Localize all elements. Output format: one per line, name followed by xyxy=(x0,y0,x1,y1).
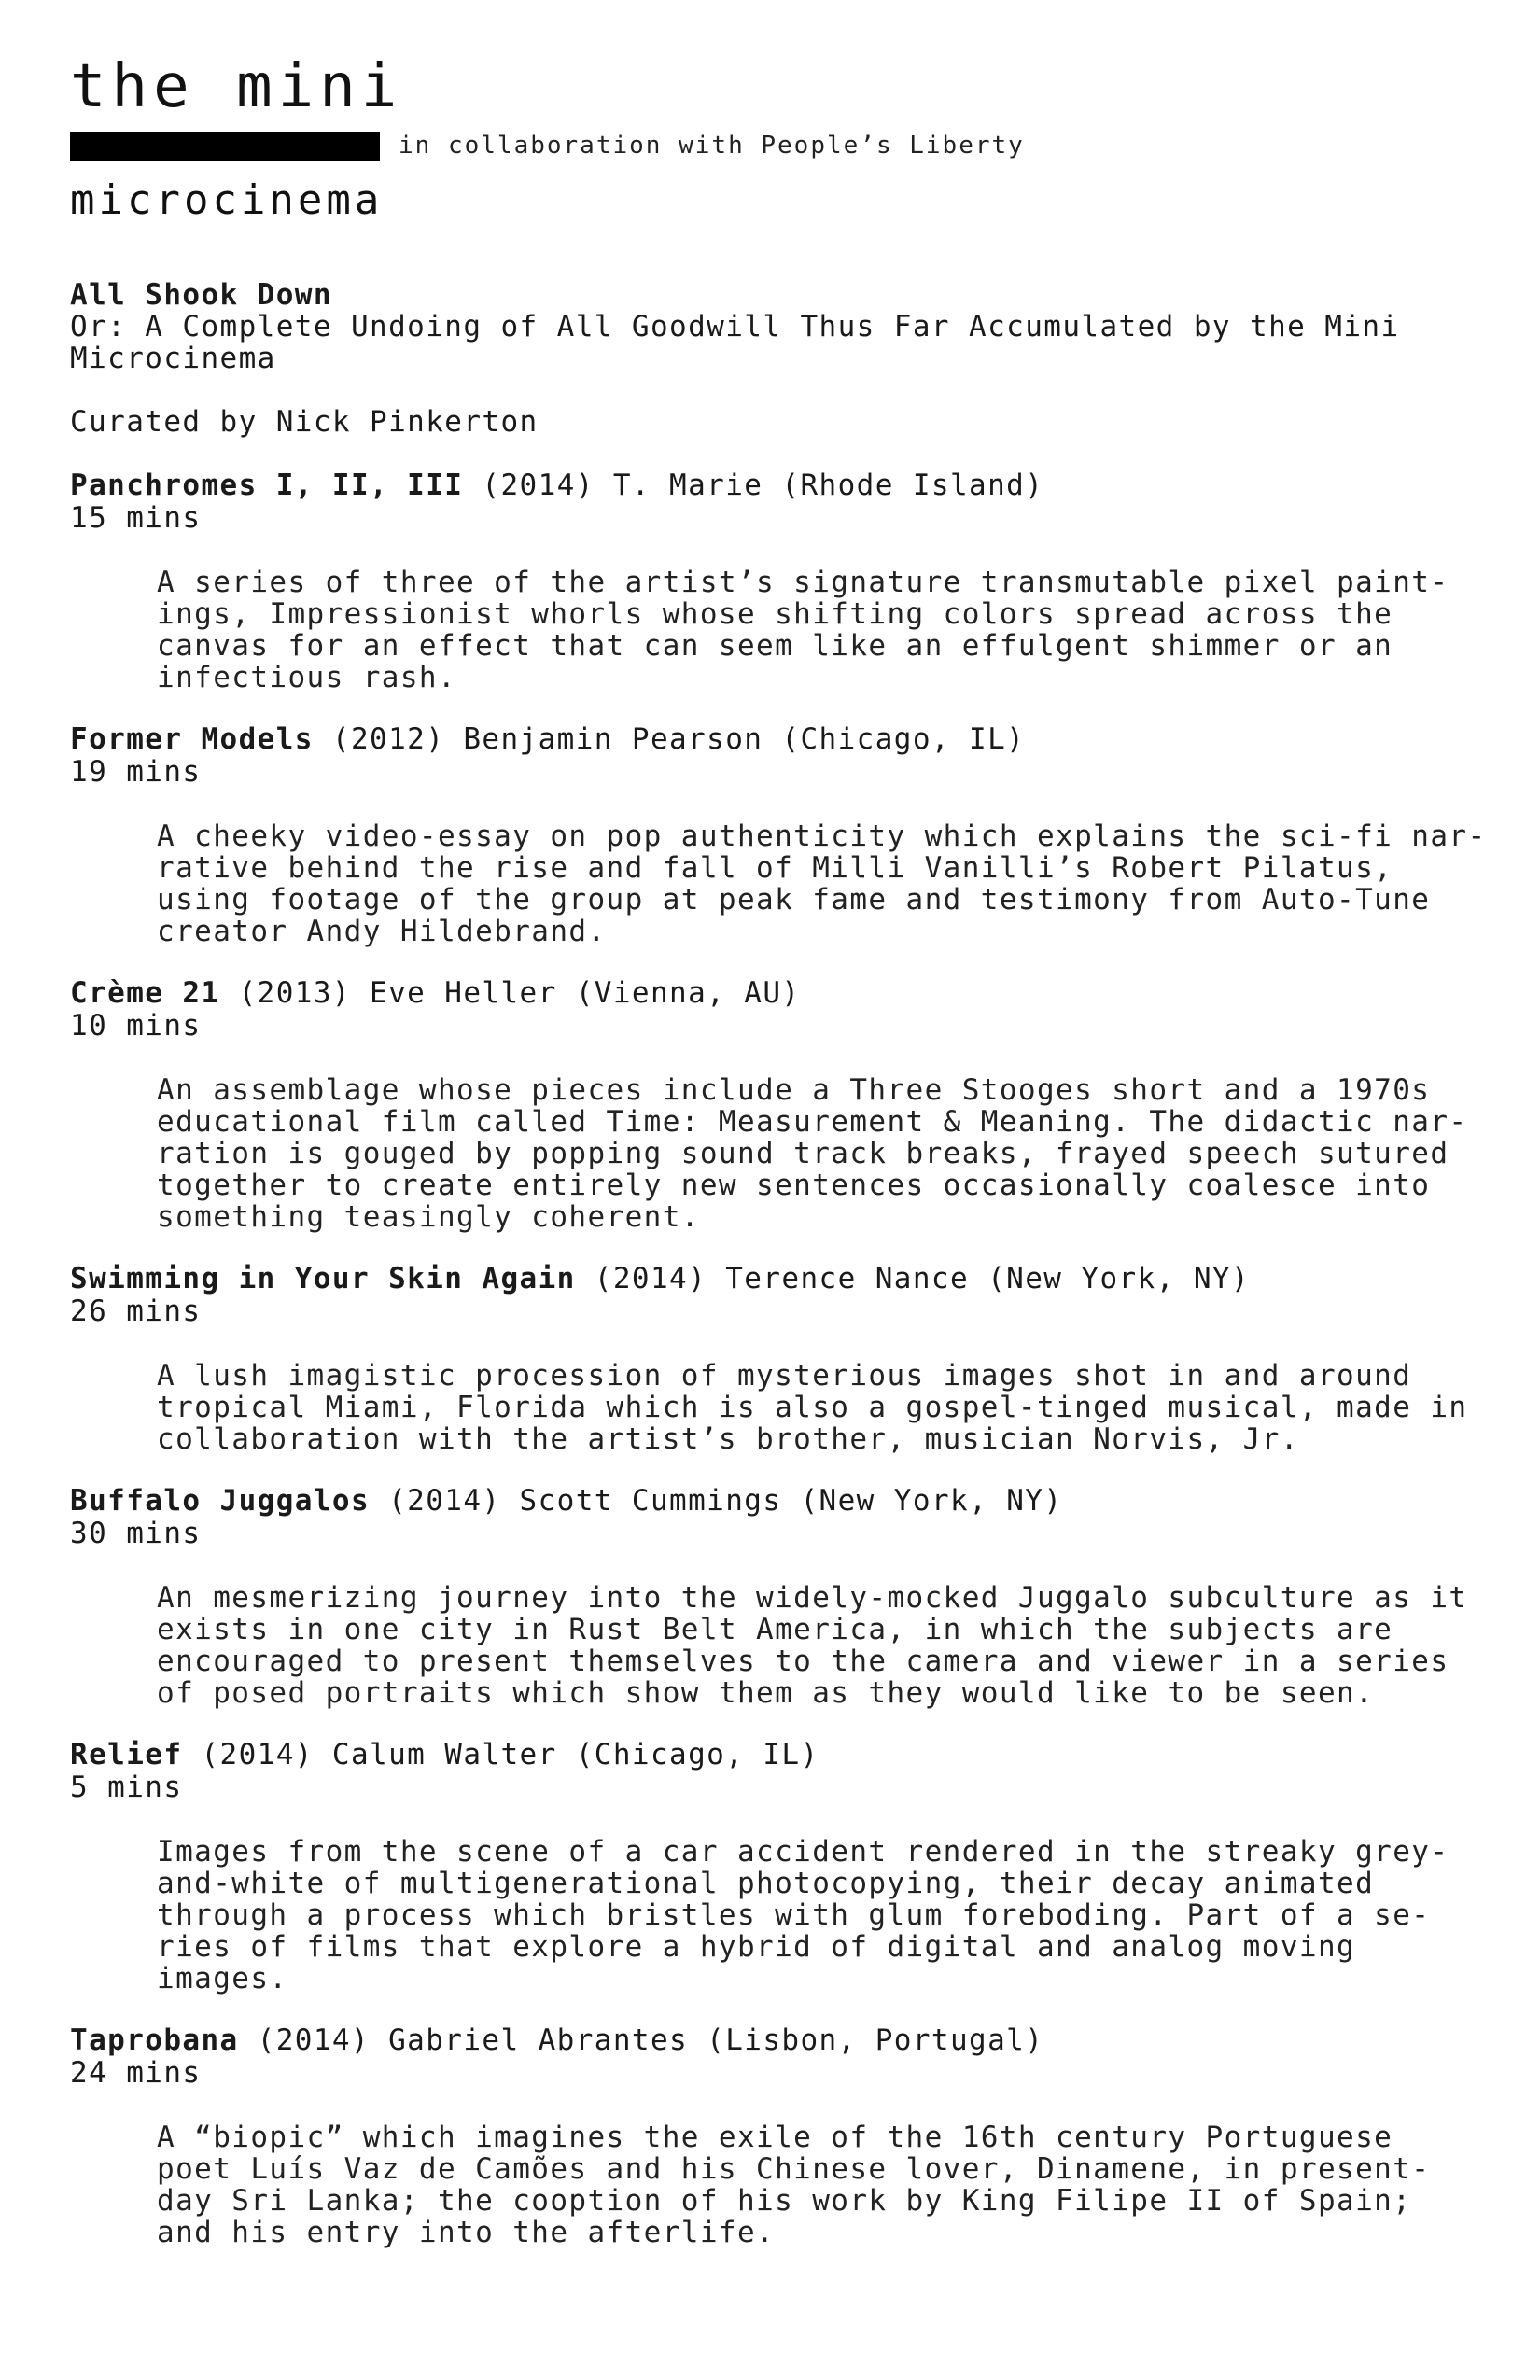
film-heading xyxy=(70,1485,1470,1518)
film-duration: 26 mins xyxy=(70,1295,202,1328)
film-entry xyxy=(70,2024,1470,2248)
logo-bar xyxy=(70,132,380,161)
film-details: (2014) Calum Walter (Chicago, IL) xyxy=(182,1738,819,1771)
film-entry xyxy=(70,469,1470,693)
film-title: Crème 21 xyxy=(70,976,220,1010)
film-duration: 10 mins xyxy=(70,1009,202,1043)
curator-credit: Curated by Nick Pinkerton xyxy=(70,405,539,439)
film-description: A “biopic” which imagines the exile of the 16th century Portuguese poet Luís Vaz de Camões and his Chinese lover, Dinamene, in present- day Sri Lanka; the cooption of his work by King Filipe II of Spain; and his entry into the afterlife. xyxy=(157,2121,1431,2249)
film-heading xyxy=(70,1739,1470,1771)
film-heading xyxy=(70,2024,1470,2057)
film-details: (2014) Terence Nance (New York, NY) xyxy=(575,1262,1251,1295)
film-details: (2014) Gabriel Abrantes (Lisbon, Portugal) xyxy=(238,2023,1044,2057)
logo-row xyxy=(70,130,1470,161)
logo-title: the mini xyxy=(70,52,403,121)
film-title: Swimming in Your Skin Again xyxy=(70,1262,576,1295)
film-details: (2013) Eve Heller (Vienna, AU) xyxy=(219,976,801,1010)
film-entry xyxy=(70,1739,1470,1995)
film-duration: 5 mins xyxy=(70,1771,183,1804)
film-entry xyxy=(70,1263,1470,1455)
logo-subtitle: microcinema xyxy=(70,176,384,224)
film-description: An mesmerizing journey into the widely-mocked Juggalo subculture as it exists in one city in Rust Belt America, in which the subjects are encouraged to present themselves to the camera and viewer in a series of posed portraits which show them as they would like to be seen. xyxy=(157,1581,1468,1710)
film-description: Images from the scene of a car accident rendered in the streaky grey- and-white of multigenerational photocopying, their decay animated through a process which bristles with glum foreboding. Part of a se- ries of films that explore a hybrid of digital and analog moving images. xyxy=(157,1835,1449,1995)
film-description: A cheeky video-essay on pop authenticity which explains the sci-fi nar- rative behind the rise and fall of Milli Vanilli’s Robert Pilatus, using footage of the group at peak fame and testimony from Auto-Tune creator Andy Hildebrand. xyxy=(157,819,1487,948)
film-duration: 30 mins xyxy=(70,1517,202,1550)
logo-block xyxy=(70,51,1470,227)
film-title: Panchromes I, II, III xyxy=(70,469,464,502)
film-entry xyxy=(70,977,1470,1233)
film-description: A lush imagistic procession of mysterious images shot in and around tropical Miami, Florida which is also a gospel-tinged musical, made in collaboration with the artist’s brother, musician Norvis, Jr. xyxy=(157,1359,1468,1456)
film-description: A series of three of the artist’s signature transmutable pixel paint- ings, Impressionist whorls whose shifting colors spread across the canvas for an effect that can seem like an effulgent shimmer or an infectious rash. xyxy=(157,566,1449,694)
film-entry xyxy=(70,1485,1470,1709)
film-heading xyxy=(70,469,1470,502)
collaboration-note: in collaboration with People’s Liberty xyxy=(399,132,1025,160)
program-intro xyxy=(70,279,1470,374)
film-entry xyxy=(70,722,1487,948)
film-heading xyxy=(70,1263,1470,1295)
film-details: (2012) Benjamin Pearson (Chicago, IL) xyxy=(313,722,1026,756)
film-title: Former Models xyxy=(70,722,314,756)
film-description: An assemblage whose pieces include a Three Stooges short and a 1970s educational film called Time: Measurement & Meaning. The didactic nar- ration is gouged by popping sound track breaks, frayed speech sutured together to create entirely new sentences occasionally coalesce into something teasingly coherent. xyxy=(157,1073,1468,1234)
film-title: Relief xyxy=(70,1738,183,1771)
program-page xyxy=(70,51,1487,2278)
film-title: Buffalo Juggalos xyxy=(70,1484,371,1518)
film-duration: 19 mins xyxy=(70,755,202,789)
film-title: Taprobana xyxy=(70,2023,239,2057)
film-heading xyxy=(70,723,1470,756)
film-duration: 15 mins xyxy=(70,501,202,535)
program-title: All Shook Down xyxy=(70,278,332,312)
film-details: (2014) T. Marie (Rhode Island) xyxy=(463,469,1044,502)
film-list xyxy=(70,469,1487,2249)
program-subtitle: Or: A Complete Undoing of All Goodwill Thus Far Accumulated by the Mini Microcinema xyxy=(70,310,1400,375)
film-duration: 24 mins xyxy=(70,2056,202,2090)
film-heading xyxy=(70,977,1470,1010)
film-details: (2014) Scott Cummings (New York, NY) xyxy=(370,1484,1063,1518)
